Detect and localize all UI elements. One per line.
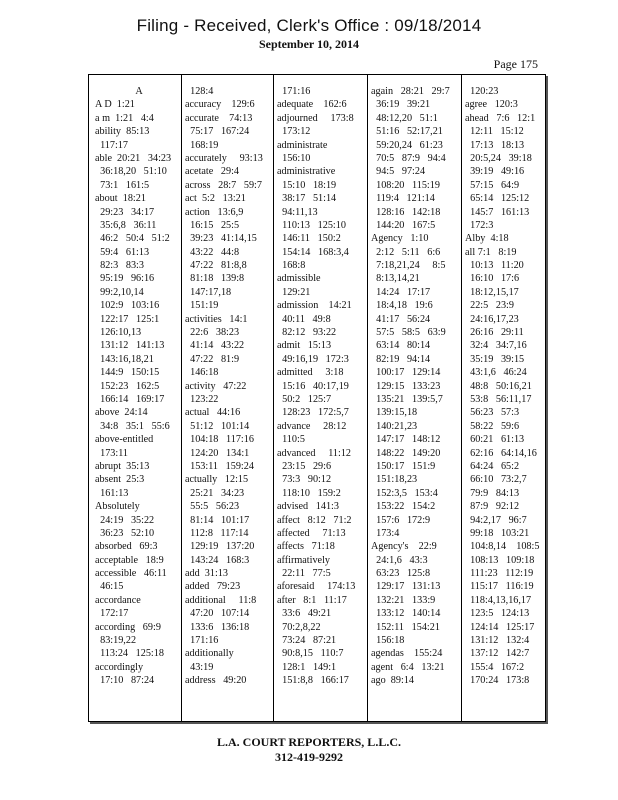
index-entry-line: 17:13 18:13 [465, 139, 525, 151]
index-entry-line: administrative [277, 166, 336, 178]
index-entry-line: 63:23 125:8 [371, 568, 431, 580]
index-entry-line: 62:16 64:14,16 [465, 447, 537, 459]
index-column-3 [277, 85, 365, 688]
index-entry-line: 145:7 161:13 [465, 206, 530, 218]
index-entry-line: 129:17 131:13 [371, 581, 441, 593]
index-column-1 [95, 85, 183, 688]
index-entry-line: 55:5 56:23 [185, 501, 240, 513]
index-entry-line: 115:17 116:19 [465, 581, 534, 593]
index-entry-line: 29:23 34:17 [95, 206, 155, 218]
index-entry-line: action 13:6,9 [185, 206, 244, 218]
index-entry-line: 152:23 162:5 [95, 380, 160, 392]
index-entry-line: 64:24 65:2 [465, 460, 520, 472]
index-entry-line: 152:11 154:21 [371, 621, 440, 633]
index-entry-line: 128:4 [185, 86, 214, 97]
index-entry-line: accordingly [95, 661, 144, 673]
index-column-5 [465, 85, 553, 688]
index-entry-line: 22:5 23:9 [465, 300, 514, 312]
index-entry-line: admissible [277, 273, 321, 285]
index-entry-line: 46:15 [95, 581, 124, 593]
index-entry-line: 173:12 [277, 126, 311, 138]
index-entry-line: 157:6 172:9 [371, 514, 431, 526]
index-entry-line: 59:4 61:13 [95, 246, 150, 258]
index-entry-line: 82:19 94:14 [371, 353, 431, 365]
index-entry-line: 15:10 18:19 [277, 179, 337, 191]
index-entry-line: 43:1,6 46:24 [465, 367, 527, 379]
index-entry-line: 171:16 [277, 86, 311, 97]
hearing-date: September 10, 2014 [258, 37, 360, 51]
index-entry-line: activity 47:22 [185, 380, 247, 392]
index-entry-line: 129:19 137:20 [185, 541, 255, 553]
index-entry-line: 146:11 150:2 [277, 233, 341, 245]
index-entry-line: 47:20 107:14 [185, 608, 250, 620]
filing-stamp: Filing - Received, Clerk's Office : 09/18/2014 [136, 16, 482, 35]
index-entry-line: 143:16,18,21 [95, 353, 154, 365]
index-entry-line: 8:13,14,21 [371, 273, 420, 285]
index-entry-line: 81:14 101:17 [185, 514, 250, 526]
index-entry-line: 126:10,13 [95, 327, 142, 339]
index-entry-line: 172:3 [465, 219, 494, 231]
index-entry-line: administrate [277, 139, 328, 151]
index-entry-line: actually 12:15 [185, 474, 249, 486]
index-entry-line: 34:8 35:1 55:6 [95, 420, 170, 432]
index-entry-line: able 20:21 34:23 [95, 152, 172, 164]
index-entry-line: 172:17 [95, 608, 129, 620]
index-entry-line: act 5:2 13:21 [185, 193, 246, 205]
index-entry-line: 128:23 172:5,7 [277, 407, 349, 419]
index-entry-line: affirmatively [277, 554, 330, 566]
index-entry-line: 152:3,5 153:4 [371, 487, 438, 499]
index-entry-line: 140:21,23 [371, 420, 418, 432]
column-divider [273, 75, 274, 721]
index-entry-line: advanced 11:12 [277, 447, 352, 459]
index-entry-line: agendas 155:24 [371, 648, 443, 660]
index-entry-line: 32:4 34:7,16 [465, 340, 527, 352]
index-entry-line: 39:23 41:14,15 [185, 233, 257, 245]
index-entry-line: adjourned 173:8 [277, 112, 354, 124]
index-entry-line: accurate 74:13 [185, 112, 253, 124]
index-entry-line: added 79:23 [185, 581, 241, 593]
index-column-4 [371, 85, 459, 688]
index-entry-line: 83:19,22 [95, 635, 137, 647]
index-entry-line: 22:11 77:5 [277, 568, 331, 580]
index-entry-line: 156:10 [277, 152, 311, 164]
index-entry-line: 128:16 142:18 [371, 206, 441, 218]
index-entry-line: again 28:21 29:7 [371, 86, 450, 97]
index-entry-line: 65:14 125:12 [465, 193, 530, 205]
index-entry-line: 49:16,19 172:3 [277, 353, 349, 365]
index-entry-line: 110:13 125:10 [277, 219, 346, 231]
index-entry-line: 119:4 121:14 [371, 193, 435, 205]
index-entry-line: 154:14 168:3,4 [277, 246, 349, 258]
index-entry-line: 173:4 [371, 527, 400, 539]
index-entry-line: 18:4,18 19:6 [371, 300, 433, 312]
index-entry-line: activities 14:1 [185, 313, 248, 325]
index-entry-line: 87:9 92:12 [465, 501, 520, 513]
index-entry-line: Absolutely [95, 501, 140, 513]
index-entry-line: 131:12 132:4 [465, 635, 530, 647]
index-entry-line: 99:2,10,14 [95, 286, 144, 298]
index-entry-line: aforesaid 174:13 [277, 581, 356, 593]
index-entry-line: 133:12 140:14 [371, 608, 441, 620]
index-entry-line: 35:19 39:15 [465, 353, 525, 365]
index-entry-line: 131:12 141:13 [95, 340, 165, 352]
index-entry-line: 102:9 103:16 [95, 300, 160, 312]
index-entry-line: 39:19 49:16 [465, 166, 525, 178]
index-entry-line: 124:20 134:1 [185, 447, 250, 459]
index-entry-line: 94:5 97:24 [371, 166, 426, 178]
index-entry-line: 147:17 148:12 [371, 434, 441, 446]
index-entry-line: agent 6:4 13:21 [371, 661, 445, 673]
index-entry-line: 73:1 161:5 [95, 179, 150, 191]
index-entry-line: 23:15 29:6 [277, 460, 332, 472]
index-entry-line: 143:24 168:3 [185, 554, 250, 566]
index-entry-line: Agency's 22:9 [371, 541, 437, 553]
index-entry-line: 70:2,8,22 [277, 621, 321, 633]
word-index-box [88, 74, 546, 722]
index-entry-line: 66:10 73:2,7 [465, 474, 527, 486]
column-divider [461, 75, 462, 721]
index-entry-line: after 8:1 11:17 [277, 594, 347, 606]
index-entry-line: address 49:20 [185, 675, 247, 687]
index-entry-line: 117:17 [95, 139, 129, 151]
index-entry-line: 36:19 39:21 [371, 99, 431, 111]
index-entry-line: 24:16,17,23 [465, 313, 519, 325]
index-entry-line: adequate 162:6 [277, 99, 347, 111]
index-entry-line: 118:4,13,16,17 [465, 594, 532, 606]
index-entry-line: Agency 1:10 [371, 233, 429, 245]
index-entry-line: 139:15,18 [371, 407, 418, 419]
index-entry-line: 26:16 29:11 [465, 327, 524, 339]
section-letter: A [135, 86, 143, 97]
court-reporter-name: L.A. COURT REPORTERS, L.L.C. [217, 735, 401, 749]
index-entry-line: advised 141:3 [277, 501, 339, 513]
index-entry-line: 122:17 125:1 [95, 313, 160, 325]
index-entry-line: 16:10 17:6 [465, 273, 520, 285]
index-entry-line: 99:18 103:21 [465, 527, 530, 539]
index-entry-line: 155:4 167:2 [465, 661, 525, 673]
index-entry-line: 25:21 34:23 [185, 487, 245, 499]
index-entry-line: 58:22 59:6 [465, 420, 520, 432]
index-entry-line: 151:19 [185, 300, 219, 312]
index-entry-line: 82:12 93:22 [277, 327, 337, 339]
index-entry-line: ability 85:13 [95, 126, 150, 138]
index-entry-line: agree 120:3 [465, 99, 518, 111]
index-entry-line: 133:6 136:18 [185, 621, 250, 633]
index-entry-line: advance 28:12 [277, 420, 347, 432]
index-entry-line: acceptable 18:9 [95, 554, 164, 566]
index-entry-line: additionally [185, 648, 234, 660]
index-entry-line: 41:17 56:24 [371, 313, 431, 325]
index-entry-line: 2:12 5:11 6:6 [371, 246, 441, 258]
index-entry-line: 38:17 51:14 [277, 193, 337, 205]
index-entry-line: 173:11 [95, 447, 129, 459]
index-entry-line: above-entitled [95, 434, 154, 446]
index-entry-line: 47:22 81:8,8 [185, 260, 247, 272]
index-entry-line: 51:16 52:17,21 [371, 126, 443, 138]
index-entry-line: 17:10 87:24 [95, 675, 155, 687]
index-entry-line: 104:8,14 108:5 [465, 541, 540, 553]
index-entry-line: 51:12 101:14 [185, 420, 250, 432]
index-entry-line: accurately 93:13 [185, 152, 263, 164]
index-entry-line: 124:14 125:17 [465, 621, 535, 633]
index-entry-line: 151:8,8 166:17 [277, 675, 349, 687]
index-entry-line: 166:14 169:17 [95, 393, 165, 405]
index-entry-line: actual 44:16 [185, 407, 241, 419]
index-entry-line: affects 71:18 [277, 541, 335, 553]
index-entry-line: affected 71:13 [277, 527, 346, 539]
index-entry-line: A D 1:21 [95, 99, 135, 111]
index-entry-line: 43:19 [185, 661, 214, 673]
index-entry-line: 94:11,13 [277, 206, 318, 218]
index-entry-line: 111:23 112:19 [465, 568, 534, 580]
index-entry-line: 123:5 124:13 [465, 608, 530, 620]
index-entry-line: 35:6,8 36:11 [95, 219, 157, 231]
index-entry-line: 108:13 109:18 [465, 554, 535, 566]
index-entry-line: admission 14:21 [277, 300, 352, 312]
index-entry-line: 168:19 [185, 139, 219, 151]
index-entry-line: 46:2 50:4 51:2 [95, 233, 170, 245]
index-entry-line: 60:21 61:13 [465, 434, 525, 446]
index-entry-line: 50:2 125:7 [277, 393, 332, 405]
index-entry-line: abrupt 35:13 [95, 460, 150, 472]
index-entry-line: 43:22 44:8 [185, 246, 240, 258]
index-entry-line: 24:19 35:22 [95, 514, 155, 526]
index-entry-line: 48:12,20 51:1 [371, 112, 438, 124]
index-entry-line: 112:8 117:14 [185, 527, 249, 539]
court-reporter-phone: 312-419-9292 [275, 750, 343, 764]
index-entry-line: 129:21 [277, 286, 311, 298]
page-number: Page 175 [493, 57, 538, 71]
index-entry-line: 57:15 64:9 [465, 179, 520, 191]
index-entry-line: 48:8 50:16,21 [465, 380, 532, 392]
index-entry-line: 151:18,23 [371, 474, 418, 486]
index-entry-line: above 24:14 [95, 407, 148, 419]
index-entry-line: 22:6 38:23 [185, 327, 240, 339]
index-entry-line: 170:24 173:8 [465, 675, 530, 687]
index-entry-line: 40:11 49:8 [277, 313, 331, 325]
index-entry-line: 132:21 133:9 [371, 594, 436, 606]
index-entry-line: 82:3 83:3 [95, 260, 144, 272]
index-entry-line: accessible 46:11 [95, 568, 167, 580]
index-entry-line: 36:23 52:10 [95, 527, 155, 539]
index-entry-line: 108:20 115:19 [371, 179, 440, 191]
footer [0, 735, 618, 765]
index-entry-line: ago 89:14 [371, 675, 415, 687]
index-entry-line: 168:8 [277, 260, 306, 272]
index-entry-line: 129:15 133:23 [371, 380, 441, 392]
index-entry-line: 135:21 139:5,7 [371, 393, 443, 405]
index-entry-line: 53:8 56:11,17 [465, 393, 532, 405]
index-entry-line: 144:20 167:5 [371, 219, 436, 231]
index-entry-line: 79:9 84:13 [465, 487, 520, 499]
index-entry-line: about 18:21 [95, 193, 146, 205]
index-entry-line: 12:11 15:12 [465, 126, 524, 138]
index-entry-line: 161:13 [95, 487, 129, 499]
index-entry-line: 113:24 125:18 [95, 648, 164, 660]
index-entry-line: 81:18 139:8 [185, 273, 245, 285]
index-entry-line: 123:22 [185, 393, 219, 405]
index-entry-line: 10:13 11:20 [465, 260, 524, 272]
index-entry-line: 56:23 57:3 [465, 407, 520, 419]
index-entry-line: 33:6 49:21 [277, 608, 332, 620]
index-column-2 [185, 85, 273, 688]
index-entry-line: 73:24 87:21 [277, 635, 337, 647]
index-entry-line: 16:15 25:5 [185, 219, 240, 231]
column-divider [367, 75, 368, 721]
index-entry-line: ahead 7:6 12:1 [465, 112, 536, 124]
index-entry-line: 73:3 90:12 [277, 474, 332, 486]
index-entry-line: 104:18 117:16 [185, 434, 254, 446]
index-entry-line: across 28:7 59:7 [185, 179, 262, 191]
index-entry-line: 57:5 58:5 63:9 [371, 327, 446, 339]
index-entry-line: 147:17,18 [185, 286, 232, 298]
index-entry-line: additional 11:8 [185, 594, 257, 606]
index-entry-line: 156:18 [371, 635, 405, 647]
index-entry-line: admit 15:13 [277, 340, 332, 352]
index-entry-line: admitted 3:18 [277, 367, 344, 379]
index-entry-line: acetate 29:4 [185, 166, 240, 178]
index-entry-line: 59:20,24 61:23 [371, 139, 443, 151]
index-entry-line: 15:16 40:17,19 [277, 380, 349, 392]
index-entry-line: 110:5 [277, 434, 305, 446]
index-entry-line: 118:10 159:2 [277, 487, 341, 499]
index-entry-line: 153:22 154:2 [371, 501, 436, 513]
index-entry-line: 128:1 149:1 [277, 661, 337, 673]
index-entry-line: 70:5 87:9 94:4 [371, 152, 446, 164]
index-entry-line: 171:16 [185, 635, 219, 647]
index-entry-line: 90:8,15 110:7 [277, 648, 344, 660]
index-entry-line: 24:1,6 43:3 [371, 554, 428, 566]
index-entry-line: 153:11 159:24 [185, 460, 254, 472]
index-entry-line: 94:2,17 96:7 [465, 514, 527, 526]
index-entry-line: add 31:13 [185, 568, 229, 580]
index-entry-line: absent 25:3 [95, 474, 145, 486]
index-entry-line: 146:18 [185, 367, 219, 379]
index-entry-line: a m 1:21 4:4 [95, 112, 154, 124]
index-entry-line: absorbed 69:3 [95, 541, 158, 553]
index-entry-line: 144:9 150:15 [95, 367, 160, 379]
index-entry-line: 63:14 80:14 [371, 340, 431, 352]
index-entry-line: accordance [95, 594, 141, 606]
index-entry-line: 120:23 [465, 86, 499, 97]
index-entry-line: 100:17 129:14 [371, 367, 441, 379]
index-entry-line: 47:22 81:9 [185, 353, 240, 365]
index-entry-line: 36:18,20 51:10 [95, 166, 167, 178]
index-entry-line: according 69:9 [95, 621, 161, 633]
index-entry-line: affect 8:12 71:2 [277, 514, 352, 526]
index-entry-line: 148:22 149:20 [371, 447, 441, 459]
index-entry-line: 14:24 17:17 [371, 286, 431, 298]
index-entry-line: 95:19 96:16 [95, 273, 155, 285]
index-entry-line: 75:17 167:24 [185, 126, 250, 138]
index-entry-line: 18:12,15,17 [465, 286, 519, 298]
index-entry-line: Alby 4:18 [465, 233, 509, 245]
index-entry-line: accuracy 129:6 [185, 99, 255, 111]
index-entry-line: 20:5,24 39:18 [465, 152, 532, 164]
index-entry-line: 7:18,21,24 8:5 [371, 260, 446, 272]
index-entry-line: 41:14 43:22 [185, 340, 245, 352]
index-entry-line: 137:12 142:7 [465, 648, 530, 660]
index-entry-line: 150:17 151:9 [371, 460, 436, 472]
index-entry-line: all 7:1 8:19 [465, 246, 517, 258]
